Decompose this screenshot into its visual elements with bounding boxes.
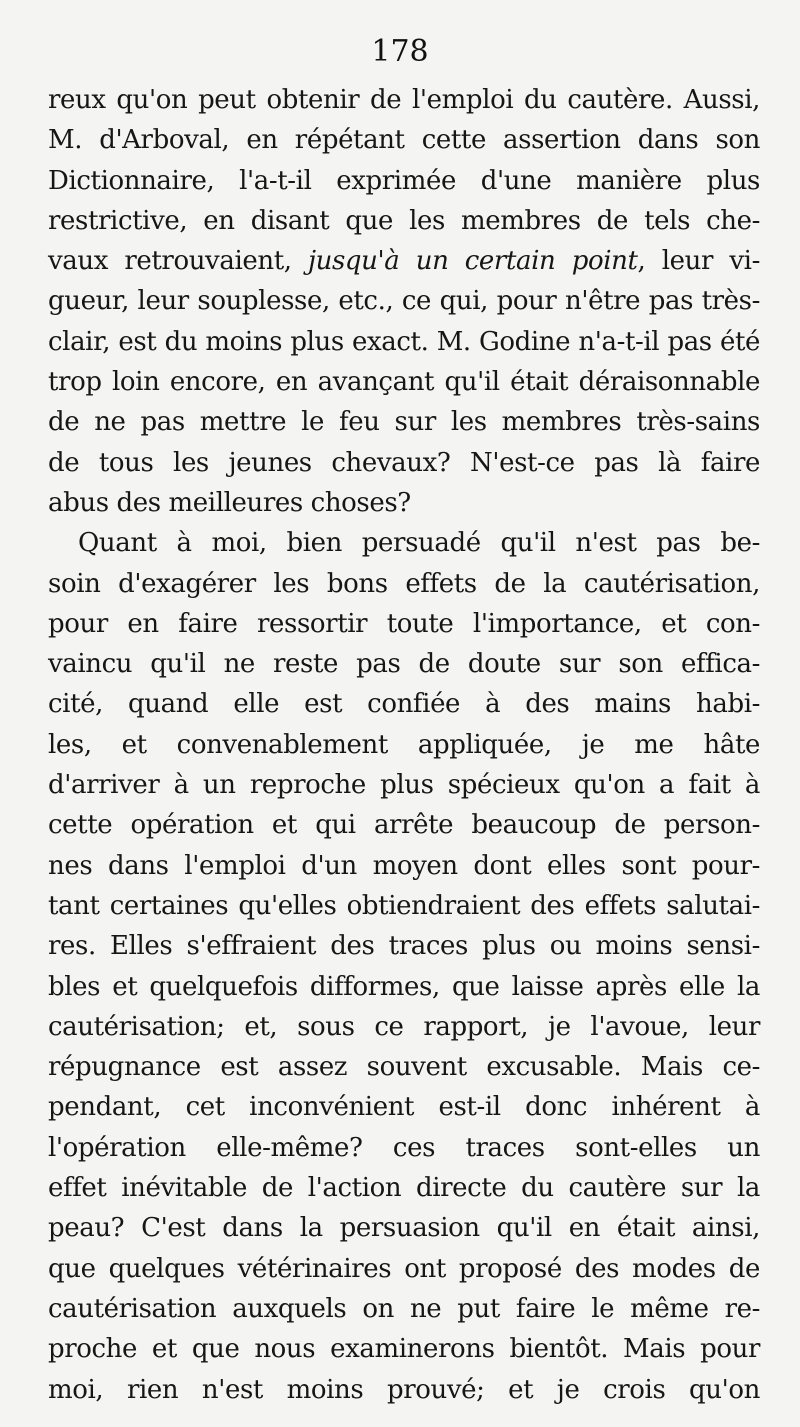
text-line: moi, rien n'est moins prouvé; et je crois qu'on <box>48 1374 760 1405</box>
text-segment: vaux retrouvaient, <box>48 246 308 277</box>
body-text <box>48 80 760 1410</box>
text-line: vaincu qu'il ne reste pas de doute sur son effica- <box>48 649 760 680</box>
text-line: les, et convenablement appliquée, je me hâte <box>48 729 760 760</box>
text-line: soin d'exagérer les bons effets de la cautérisation, <box>48 568 760 599</box>
paragraph-end-line: abus des meilleures choses? <box>48 487 411 518</box>
text-segment: , leur vi- <box>637 246 760 277</box>
text-line: que quelques vétérinaires ont proposé des modes de <box>48 1253 760 1284</box>
text-line: l'opération elle-même? ces traces sont-elles un <box>48 1132 760 1163</box>
text-line: tant certaines qu'elles obtiendraient des effets salutai- <box>48 890 760 921</box>
text-line: clair, est du moins plus exact. M. Godine n'a-t-il pas été <box>48 326 760 357</box>
text-line: cautérisation; et, sous ce rapport, je l'avoue, leur <box>48 1011 760 1042</box>
text-line: trop loin encore, en avançant qu'il était déraisonnable <box>48 367 760 398</box>
text-line: nes dans l'emploi d'un moyen dont elles sont pour- <box>48 850 760 881</box>
text-line: peau? C'est dans la persuasion qu'il en était ainsi, <box>48 1213 760 1244</box>
text-line <box>48 241 760 281</box>
page-number: 178 <box>371 34 429 69</box>
text-line: effet inévitable de l'action directe du cautère sur la <box>48 1173 760 1204</box>
text-line: pour en faire ressortir toute l'importance, et con- <box>48 608 760 639</box>
text-line: de ne pas mettre le feu sur les membres très-sains <box>48 407 760 438</box>
text-line: cautérisation auxquels on ne put faire le même re- <box>48 1293 760 1324</box>
text-line: proche et que nous examinerons bientôt. Mais pour <box>48 1334 760 1365</box>
paragraph-start-line: Quant à moi, bien persuadé qu'il n'est pas be- <box>78 528 760 559</box>
text-line: de tous les jeunes chevaux? N'est-ce pas là faire <box>48 447 760 478</box>
italic-phrase: jusqu'à un certain point <box>307 246 638 277</box>
text-line: M. d'Arboval, en répétant cette assertion dans son <box>48 125 760 156</box>
text-line: bles et quelquefois difformes, que laisse après elle la <box>48 971 760 1002</box>
text-line: gueur, leur souplesse, etc., ce qui, pour n'être pas très- <box>48 286 760 317</box>
text-line: d'arriver à un reproche plus spécieux qu'on a fait à <box>48 770 760 801</box>
text-line: restrictive, en disant que les membres de tels che- <box>48 205 760 236</box>
text-line: répugnance est assez souvent excusable. Mais ce- <box>48 1052 760 1083</box>
text-line: res. Elles s'effraient des traces plus ou moins sensi- <box>48 931 760 962</box>
text-line: cité, quand elle est confiée à des mains habi- <box>48 689 760 720</box>
text-line: cette opération et qui arrête beaucoup de person- <box>48 810 760 841</box>
text-line: reux qu'on peut obtenir de l'emploi du cautère. Aussi, <box>48 85 760 115</box>
text-line: pendant, cet inconvénient est-il donc inhérent à <box>48 1092 760 1123</box>
text-line: Dictionnaire, l'a-t-il exprimée d'une manière plus <box>48 165 760 196</box>
